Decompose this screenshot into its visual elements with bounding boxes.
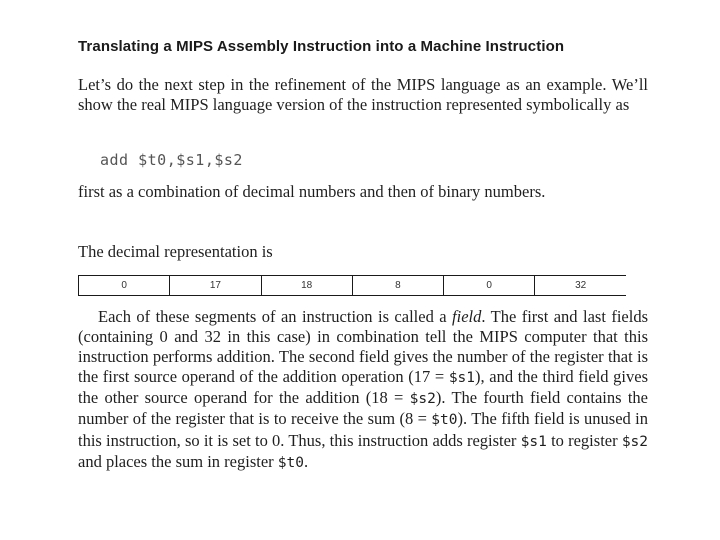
field-4: 8 xyxy=(352,276,443,296)
explanation-text: ), and the third field gives the other source operand for the addition (18 = xyxy=(78,367,648,408)
explanation-text: Each of these segments of an instruction is called a xyxy=(98,307,453,326)
explanation-text: ). The fourth field contains the number of the register that is to receive the sum (8 = xyxy=(78,388,648,429)
register-name: $s2 xyxy=(621,433,649,450)
field-5: 0 xyxy=(444,276,535,296)
field-2: 17 xyxy=(170,276,261,296)
decimal-intro: The decimal representation is xyxy=(78,242,273,261)
explanation-text: and places the sum in register xyxy=(78,451,278,471)
explanation-text: to register xyxy=(546,430,622,450)
field-1: 0 xyxy=(79,276,170,296)
code-example: add $t0,$s1,$s2 xyxy=(100,151,243,169)
intro-paragraph: Let’s do the next step in the refinement of the MIPS language as an example. We’ll show the real MIPS language version of the instruction represented symbolically as xyxy=(78,75,648,114)
section-heading: Translating a MIPS Assembly Instruction into a Machine Instruction xyxy=(78,38,565,55)
field-3: 18 xyxy=(261,276,352,296)
register-name: $t0 xyxy=(431,412,458,429)
field-term: field xyxy=(452,307,482,326)
decimal-fields-table xyxy=(78,275,626,296)
register-name: $t0 xyxy=(277,454,304,471)
explanation-paragraph xyxy=(78,307,648,473)
explanation-text: . The first and last fields (containing 0 and 32 in this case) in combination tell the MIPS computer that this instruction performs addition. The second field gives the number of the register that is the first source operand of the addition operation (17 = xyxy=(78,307,648,387)
fields-row xyxy=(79,276,627,296)
combination-sentence: first as a combination of decimal numbers and then of binary numbers. xyxy=(78,182,546,201)
register-name: $s2 xyxy=(409,391,436,408)
field-6: 32 xyxy=(535,276,626,296)
register-name: $s1 xyxy=(448,370,476,387)
register-name: $s1 xyxy=(520,433,547,450)
explanation-text: ). The fifth field is unused in this instruction, so it is set to 0. Thus, this instruction adds register xyxy=(78,409,648,450)
explanation-text: . xyxy=(303,451,309,471)
